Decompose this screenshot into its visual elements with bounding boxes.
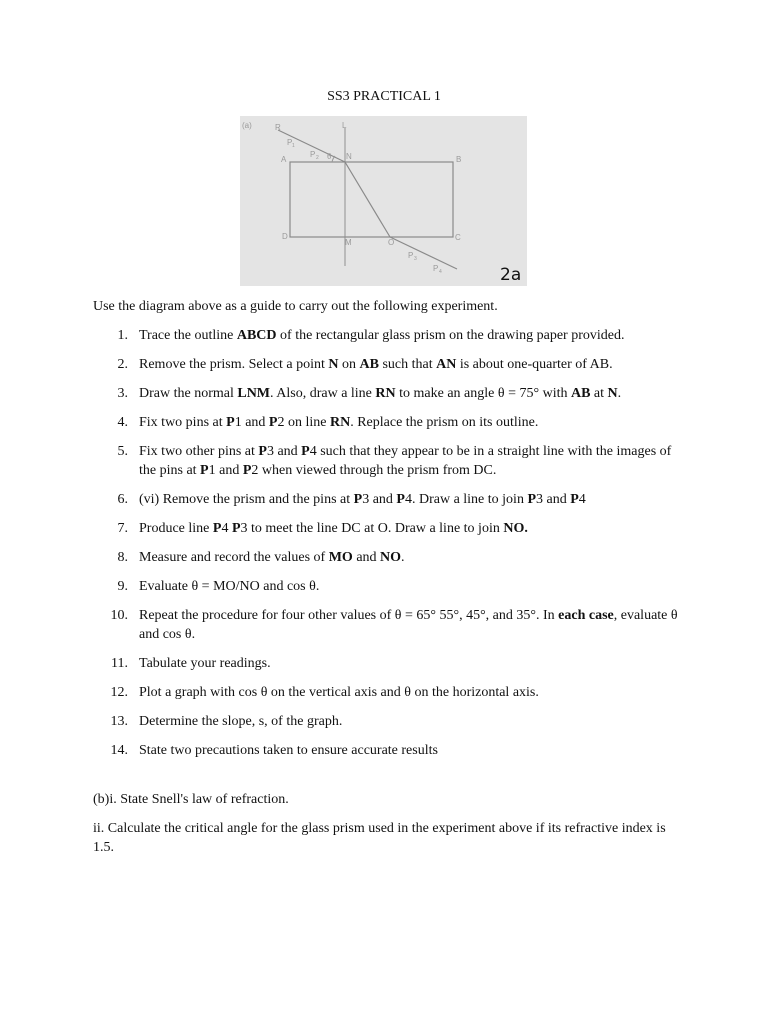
label-B: B (456, 155, 462, 164)
step-text (139, 685, 539, 700)
page-title: SS3 PRACTICAL 1 (327, 89, 441, 104)
step-number: 14. (110, 743, 128, 758)
step-text-bold: P (200, 463, 209, 478)
step-text-bold: P (242, 463, 252, 478)
step-text-bold: RN (375, 386, 396, 401)
step-text-bold: P (353, 492, 363, 507)
step-number: 8. (117, 550, 128, 565)
step-text-run: of the rectangular glass prism on the drawing paper provided. (276, 328, 625, 343)
step-text-run: Tabulate your readings. (139, 656, 271, 671)
step-number: 9. (117, 579, 128, 594)
label-P4-sub: 4 (439, 269, 442, 275)
step-text-bold: NO (380, 550, 402, 565)
label-L: L (342, 121, 347, 130)
step-text (139, 743, 438, 758)
step-text-run: 3 to meet the line DC at O. Draw a line to join (240, 521, 504, 536)
step-text (139, 521, 528, 536)
step-text-run: . (401, 550, 405, 565)
step-number: 12. (110, 685, 128, 700)
step-number: 11. (111, 656, 128, 671)
procedure-step (93, 712, 683, 731)
step-text-run: 4 (221, 521, 232, 536)
label-P3: P (408, 251, 414, 260)
step-text-run: State two precautions taken to ensure accurate results (139, 743, 438, 758)
step-text-bold: P (301, 444, 310, 459)
label-R: R (275, 123, 281, 132)
step-text-run: 3 and (362, 492, 397, 507)
step-text-run: Produce line (139, 521, 213, 536)
label-P4: P (433, 264, 439, 273)
step-text-bold: P (231, 521, 241, 536)
step-text-bold: each case (558, 608, 614, 623)
step-text (139, 656, 271, 671)
label-P1: P (287, 138, 293, 147)
step-text-run: such that (378, 357, 437, 372)
step-text-bold: P (268, 415, 278, 430)
step-text (139, 444, 671, 478)
procedure-step (93, 413, 683, 432)
step-text-run: Evaluate θ = MO/NO and cos θ. (139, 579, 320, 594)
label-O: O (388, 238, 395, 247)
procedure-step (93, 683, 683, 702)
step-text-bold: P (258, 444, 267, 459)
procedure-step (93, 442, 683, 480)
step-text-run: Plot a graph with cos θ on the vertical axis and θ on the horizontal axis. (139, 685, 539, 700)
step-text-run: Fix two other pins at (139, 444, 259, 459)
step-text-run: 4 (578, 492, 586, 507)
step-text-run: to make an angle θ = 75° with (395, 386, 571, 401)
step-text-bold: P (570, 492, 579, 507)
prism-diagram (240, 116, 527, 286)
step-text-run: is about one-quarter of AB. (456, 357, 613, 372)
step-text (139, 386, 621, 401)
procedure-step (93, 519, 683, 538)
step-text-run: Trace the outline (139, 328, 237, 343)
step-number: 13. (110, 714, 128, 729)
step-text (139, 357, 613, 372)
step-text-run: . Also, draw a line (270, 386, 376, 401)
procedure-step (93, 654, 683, 673)
step-text-run: Determine the slope, s, of the graph. (139, 714, 343, 729)
step-number: 10. (110, 608, 128, 623)
label-A: A (281, 155, 287, 164)
procedure-step (93, 355, 683, 374)
step-text-bold: AN (436, 357, 457, 372)
label-P2-sub: 2 (316, 155, 319, 161)
label-P1-sub: 1 (292, 143, 295, 149)
procedure-step (93, 577, 683, 596)
step-text-bold: N (328, 357, 339, 372)
step-text-run: 2 on line (277, 415, 330, 430)
procedure-step (93, 606, 683, 644)
procedure-list (93, 326, 683, 770)
step-text-run: on (338, 357, 360, 372)
step-text-run: and (352, 550, 381, 565)
step-text-run: Fix two pins at (139, 415, 227, 430)
step-text-bold: P (396, 492, 405, 507)
step-number: 5. (117, 444, 128, 459)
step-text-bold: P (226, 415, 235, 430)
step-text-bold: P (527, 492, 537, 507)
step-number: 7. (117, 521, 128, 536)
part-b-ii: ii. Calculate the critical angle for the glass prism used in the experiment above if its refractive index is 1.5. (93, 821, 666, 855)
procedure-step (93, 326, 683, 345)
step-text-bold: NO. (503, 521, 528, 536)
step-text-run: Repeat the procedure for four other values of θ = 65° 55°, 45°, and 35°. In (139, 608, 559, 623)
label-M: M (345, 238, 352, 247)
step-text (139, 608, 678, 642)
step-text-run: 1 and (234, 415, 269, 430)
step-text (139, 579, 319, 594)
step-number: 3. (117, 386, 128, 401)
label-C: C (455, 233, 461, 242)
step-text-run: , evaluate θ and cos θ. (139, 608, 678, 642)
procedure-step (93, 548, 683, 567)
step-number: 1. (117, 328, 128, 343)
step-text-bold: LNM (237, 386, 271, 401)
label-P2: P (310, 150, 316, 159)
step-text-run: . (617, 386, 622, 401)
step-text-run: Draw the normal (139, 386, 238, 401)
procedure-step (93, 490, 683, 509)
label-N: N (346, 152, 352, 161)
step-text (139, 328, 624, 343)
step-text-run: Remove the prism. Select a point (139, 357, 329, 372)
step-text-bold: ABCD (236, 328, 277, 343)
label-P3-sub: 3 (414, 256, 417, 262)
step-text-bold: P (212, 521, 222, 536)
step-number: 4. (117, 415, 128, 430)
step-text-run: 3 and (536, 492, 571, 507)
step-text-run: at (590, 386, 608, 401)
step-text-bold: MO (328, 550, 353, 565)
step-number: 6. (117, 492, 128, 507)
step-number: 2. (117, 357, 128, 372)
procedure-step (93, 741, 683, 760)
step-text-bold: AB (570, 386, 591, 401)
handwritten-mark: 2a (500, 265, 522, 285)
label-part: (a) (242, 121, 252, 130)
part-b-i: (b)i. State Snell's law of refraction. (93, 792, 289, 807)
step-text-run: Measure and record the values of (139, 550, 329, 565)
step-text-run: (vi) Remove the prism and the pins at (139, 492, 354, 507)
label-D: D (282, 232, 288, 241)
intro-text: Use the diagram above as a guide to carry out the following experiment. (93, 299, 498, 314)
step-text-run: 1 and (208, 463, 243, 478)
step-text-run: 4 such that they appear to be in a straight line with the images of the pins at (139, 444, 672, 478)
step-text-run: 2 when viewed through the prism from DC. (251, 463, 497, 478)
step-text (139, 550, 405, 565)
step-text-run: . Replace the prism on its outline. (350, 415, 539, 430)
label-theta: θ (327, 152, 332, 161)
procedure-step (93, 384, 683, 403)
step-text (139, 714, 342, 729)
step-text-bold: AB (359, 357, 379, 372)
step-text-bold: N (607, 386, 618, 401)
step-text (139, 492, 586, 507)
step-text (139, 415, 538, 430)
step-text-run: 4. Draw a line to join (404, 492, 528, 507)
step-text-bold: RN (329, 415, 351, 430)
step-text-run: 3 and (266, 444, 302, 459)
